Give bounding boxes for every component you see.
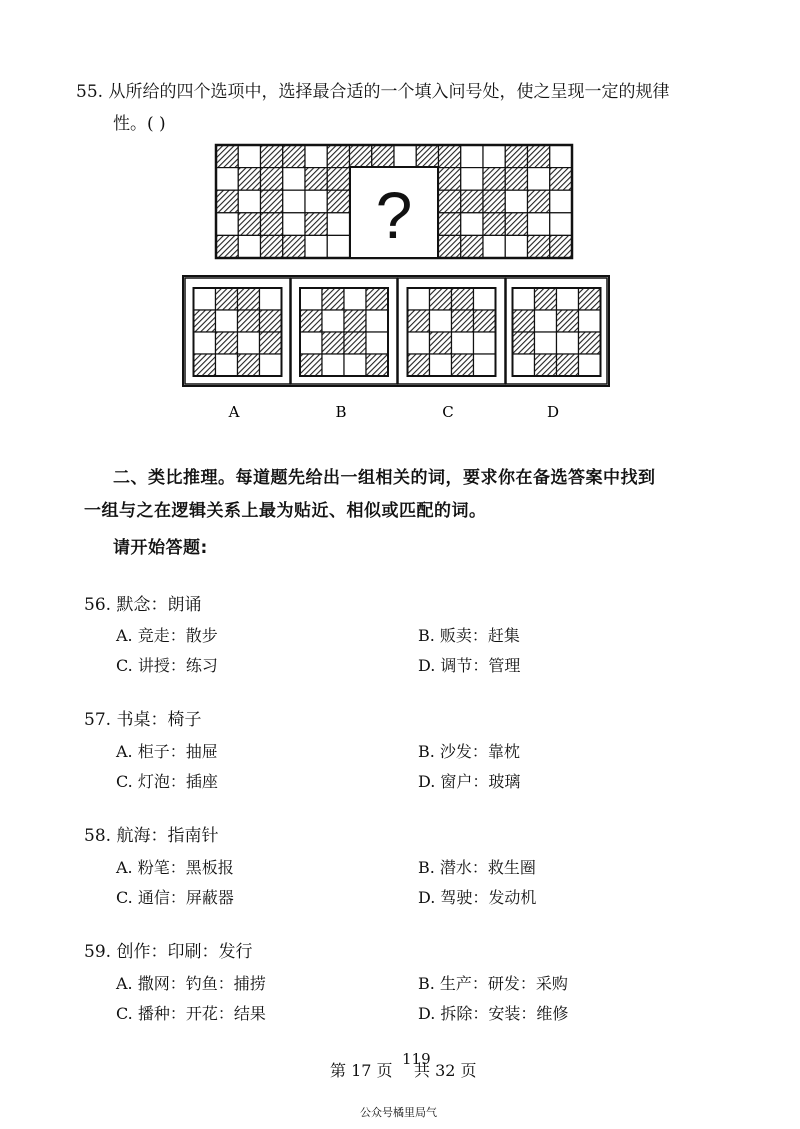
sequence-cell [461,168,483,191]
sequence-cell [528,145,550,168]
sequence-cell [505,168,527,191]
q57-option-a: A. 柜子：抽屉 [116,742,218,761]
option-cell [474,332,496,354]
sequence-cell [305,190,327,213]
sequence-cell [305,235,327,258]
sequence-cell [439,145,461,168]
option-cell [194,332,216,354]
option-cell [260,310,282,332]
sequence-cell [216,235,238,258]
q59-option-c: C. 播种：开花：结果 [116,1004,266,1023]
q58-option-a: A. 粉笔：黑板报 [116,858,234,877]
option-cell [452,354,474,376]
q56-stem: 56. 默念：朗诵 [84,595,202,615]
q59-stem: 59. 创作：印刷：发行 [84,942,253,962]
option-cell [194,310,216,332]
option-cell [535,332,557,354]
sequence-cell [461,235,483,258]
q57-option-d: D. 窗户：玻璃 [418,772,521,791]
watermark: 公众号橘里局气 [360,1106,437,1119]
option-cell [322,332,344,354]
option-cell [238,354,260,376]
sequence-cell [238,235,260,258]
option-cell [366,310,388,332]
option-cell [300,354,322,376]
sequence-cell [416,145,438,168]
option-cell [238,288,260,310]
sequence-cell [305,145,327,168]
option-cell [452,310,474,332]
sequence-cell [372,145,394,168]
page-number: 第 17 页 [330,1061,393,1080]
sequence-cell [261,213,283,236]
option-cell [344,288,366,310]
option-cell [408,310,430,332]
option-cell [474,354,496,376]
sequence-cell [283,213,305,236]
sequence-cell [327,235,349,258]
sequence-cell [261,190,283,213]
option-cell [260,332,282,354]
sequence-cell [283,145,305,168]
option-cell [535,310,557,332]
option-cell [344,354,366,376]
option-cell [430,332,452,354]
sequence-cell [216,145,238,168]
option-cell [430,288,452,310]
sequence-cell [216,213,238,236]
option-cell [474,310,496,332]
option-cell [430,310,452,332]
q55-text: 从所给的四个选项中，选择最合适的一个填入问号处，使之呈现一定的规律 [108,82,670,102]
q59-option-d: D. 拆除：安装：维修 [418,1004,569,1023]
sequence-cell [261,235,283,258]
q56-option-a: A. 竞走：散步 [116,626,218,645]
option-cell [579,310,601,332]
page-total: 共 32 页 [414,1061,477,1080]
q55-line2: 性。( ) [113,114,166,134]
sequence-cell [305,213,327,236]
sequence-cell [327,213,349,236]
sequence-cell [528,213,550,236]
sequence-cell [327,168,349,191]
option-cell [216,332,238,354]
sequence-cell [483,190,505,213]
section2-heading-line1: 二、类比推理。每道题先给出一组相关的词，要求你在备选答案中找到 [113,468,656,488]
sequence-cell [550,168,572,191]
sequence-cell [528,190,550,213]
option-cell [216,310,238,332]
option-cell [300,288,322,310]
option-cell [216,354,238,376]
sequence-cell [439,168,461,191]
option-cell [322,288,344,310]
option-cell [557,288,579,310]
sequence-cell [528,168,550,191]
option-cell [474,288,496,310]
sequence-cell [550,213,572,236]
option-cell [344,332,366,354]
sequence-cell [238,190,260,213]
sequence-cell [483,168,505,191]
option-cell [408,288,430,310]
q58-option-d: D. 驾驶：发动机 [418,888,537,907]
q59-option-b: B. 生产：研发：采购 [418,974,568,993]
sequence-cell [505,213,527,236]
option-cell [535,354,557,376]
sequence-cell [483,213,505,236]
option-cell [238,332,260,354]
sequence-cell [327,190,349,213]
sequence-cell [238,145,260,168]
option-cell [557,332,579,354]
option-cell [452,332,474,354]
option-cell [300,310,322,332]
option-cell [216,288,238,310]
option-cell [366,354,388,376]
page-overlap-number: 119 [402,1050,431,1068]
sequence-cell [350,145,372,168]
sequence-cell [283,190,305,213]
q57-option-b: B. 沙发：靠枕 [418,742,520,761]
option-cell [366,332,388,354]
option-cell [579,354,601,376]
option-label-c: C [442,403,454,421]
q57-option-c: C. 灯泡：插座 [116,772,218,791]
sequence-cell [461,213,483,236]
sequence-cell [238,213,260,236]
sequence-cell [216,168,238,191]
section2-start: 请开始答题: [113,538,208,558]
option-cell [322,310,344,332]
q56-option-b: B. 贩卖：赶集 [418,626,520,645]
sequence-cell [550,145,572,168]
section2-heading-line2: 一组与之在逻辑关系上最为贴近、相似或匹配的词。 [84,501,487,521]
sequence-cell [505,235,527,258]
option-label-d: D [546,403,560,421]
sequence-cell [216,190,238,213]
sequence-cell [550,190,572,213]
question-mark: ? [375,178,413,252]
sequence-cell [439,235,461,258]
sequence-cell [439,190,461,213]
q59-option-a: A. 撒网：钓鱼：捕捞 [116,974,266,993]
sequence-cell [550,235,572,258]
q56-option-c: C. 讲授：练习 [116,656,218,675]
option-cell [579,332,601,354]
option-cell [579,288,601,310]
sequence-cell [483,235,505,258]
option-cell [194,288,216,310]
option-cell [366,288,388,310]
option-cell [238,310,260,332]
option-label-b: B [335,403,347,421]
q58-option-c: C. 通信：屏蔽器 [116,888,234,907]
option-cell [260,288,282,310]
option-cell [344,310,366,332]
option-cell [194,354,216,376]
option-cell [513,288,535,310]
sequence-cell [505,145,527,168]
q58-stem: 58. 航海：指南针 [84,826,219,846]
sequence-cell [305,168,327,191]
q57-stem: 57. 书桌：椅子 [84,710,202,730]
sequence-cell [528,235,550,258]
sequence-cell [327,145,349,168]
sequence-cell [283,168,305,191]
option-cell [300,332,322,354]
option-cell [513,354,535,376]
option-cell [513,310,535,332]
sequence-cell [483,145,505,168]
option-cell [430,354,452,376]
sequence-cell [439,213,461,236]
q56-option-d: D. 调节：管理 [418,656,521,675]
option-cell [535,288,557,310]
sequence-cell [394,145,416,168]
sequence-cell [461,190,483,213]
option-cell [513,332,535,354]
sequence-cell [505,190,527,213]
option-cell [408,354,430,376]
option-cell [557,354,579,376]
q58-option-b: B. 潜水：救生圈 [418,858,536,877]
option-label-a: A [228,403,240,421]
sequence-cell [238,168,260,191]
sequence-cell [283,235,305,258]
option-cell [408,332,430,354]
sequence-cell [461,145,483,168]
q55-number: 55. [76,82,104,102]
sequence-cell [261,168,283,191]
option-cell [260,354,282,376]
option-cell [557,310,579,332]
option-cell [322,354,344,376]
option-cell [452,288,474,310]
sequence-cell [261,145,283,168]
